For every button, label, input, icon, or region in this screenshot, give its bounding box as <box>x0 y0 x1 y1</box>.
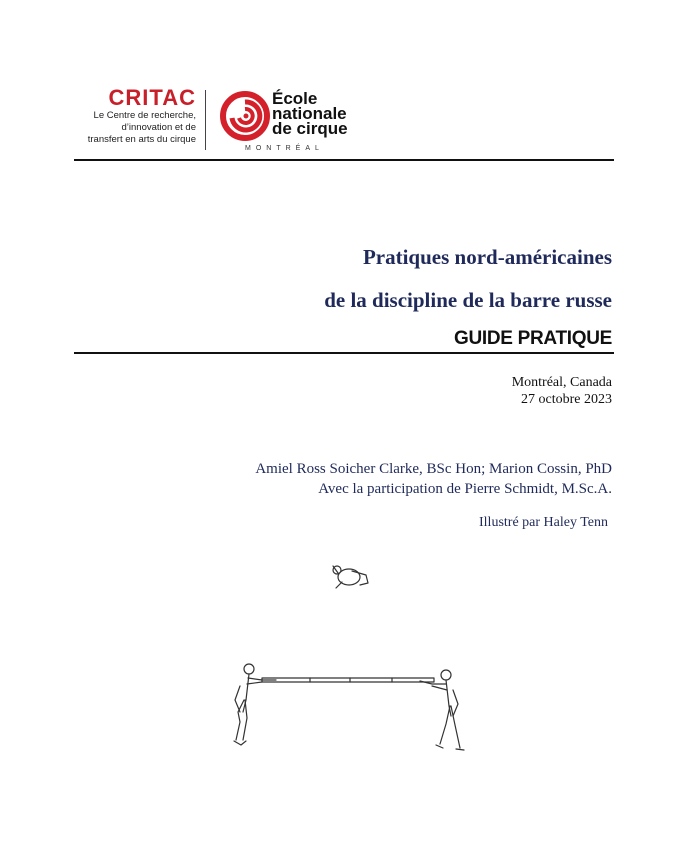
critac-wordmark: CRITAC <box>108 85 196 110</box>
critac-tagline-2: d’innovation et de <box>121 122 196 133</box>
enc-line-1: École <box>272 89 318 108</box>
authors-line-1: Amiel Ross Soicher Clarke, BSc Hon; Marion Cossin, PhD <box>255 461 612 477</box>
guide-subtitle: GUIDE PRATIQUE <box>453 328 612 349</box>
publication-date: 27 octobre 2023 <box>521 392 612 407</box>
title-line-1: Pratiques nord-américaines <box>362 245 612 269</box>
enc-city: MONTRÉAL <box>245 145 324 152</box>
russian-bar <box>262 678 434 682</box>
title-line-2: de la discipline de la barre russe <box>324 288 612 312</box>
enc-line-3: de cirque <box>272 119 348 138</box>
place-city: Montréal, Canada <box>511 375 612 390</box>
illustrator-credit: Illustré par Haley Tenn <box>479 515 608 530</box>
critac-tagline-3: transfert en arts du cirque <box>87 134 196 145</box>
critac-tagline-1: Le Centre de recherche, <box>93 110 196 121</box>
enc-line-2: nationale <box>272 104 347 123</box>
left-porter <box>234 664 276 745</box>
authors-line-2: Avec la participation de Pierre Schmidt, M.Sc.A. <box>318 481 612 497</box>
flyer-figure <box>333 566 368 588</box>
